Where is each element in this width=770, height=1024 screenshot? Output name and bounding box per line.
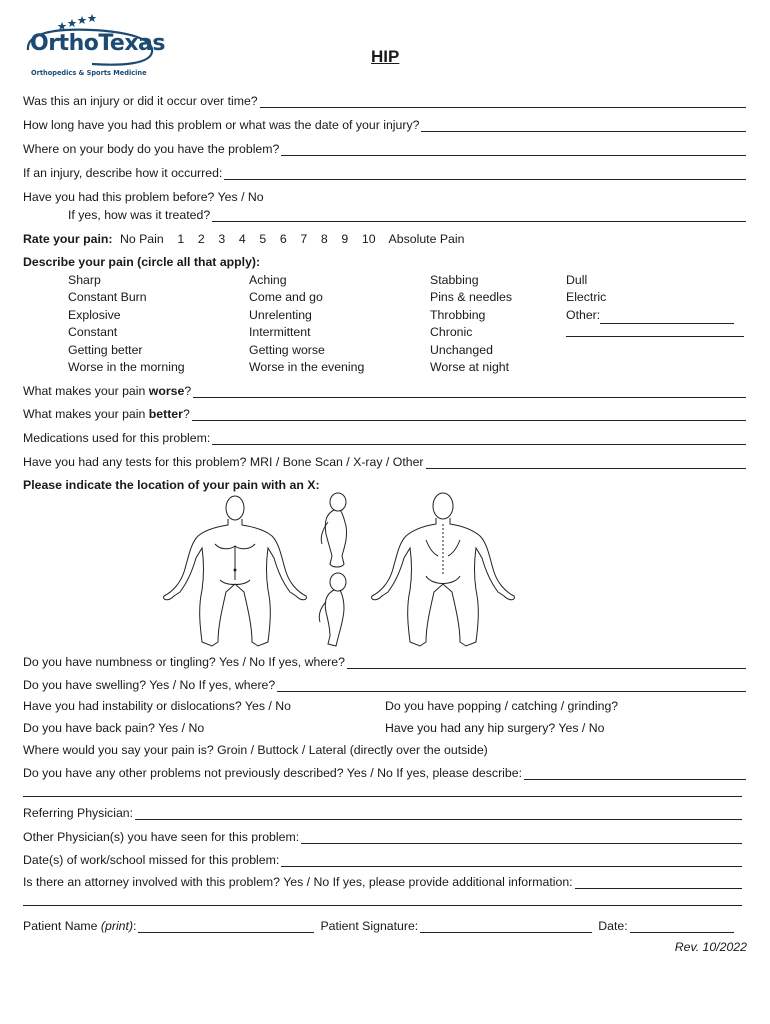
logo bbox=[22, 12, 165, 82]
pain-option[interactable]: Electric bbox=[566, 290, 607, 305]
answer-field[interactable] bbox=[193, 386, 746, 398]
logo-tagline: Orthopedics & Sports Medicine bbox=[31, 69, 147, 77]
question-better bbox=[23, 407, 746, 421]
question-label: What makes your pain better? bbox=[23, 407, 190, 421]
question-attorney bbox=[23, 875, 742, 889]
pain-option[interactable]: Come and go bbox=[249, 290, 323, 305]
answer-field[interactable] bbox=[426, 457, 746, 469]
question-back-pain[interactable]: Do you have back pain? Yes / No bbox=[23, 721, 205, 735]
question-other-physicians bbox=[23, 830, 742, 844]
answer-field[interactable] bbox=[224, 168, 746, 180]
question-prior-treatment bbox=[68, 208, 746, 222]
question-duration bbox=[23, 118, 746, 132]
question-label: Other Physician(s) you have seen for this problem: bbox=[23, 830, 300, 844]
pain-column-4 bbox=[566, 272, 744, 337]
answer-field[interactable] bbox=[347, 657, 746, 669]
question-numbness bbox=[23, 655, 746, 669]
question-swelling bbox=[23, 678, 746, 692]
answer-field[interactable] bbox=[281, 855, 742, 867]
pain-option[interactable]: Unrelenting bbox=[249, 307, 312, 322]
question-label[interactable]: Do you have any other problems not previously described? Yes / No If yes, please describe: bbox=[23, 766, 522, 780]
answer-field[interactable] bbox=[277, 680, 746, 692]
answer-field[interactable] bbox=[421, 120, 746, 132]
pain-option[interactable]: Constant bbox=[68, 325, 118, 340]
pain-option[interactable]: Getting worse bbox=[249, 342, 325, 357]
question-label: If an injury, describe how it occurred: bbox=[23, 166, 223, 180]
patient-signature-label: Patient Signature: bbox=[320, 919, 419, 933]
question-other-problems bbox=[23, 766, 746, 780]
pain-option[interactable]: Worse at night bbox=[430, 360, 510, 375]
pain-option[interactable]: Worse in the morning bbox=[68, 360, 185, 375]
question-label: Date(s) of work/school missed for this problem: bbox=[23, 853, 280, 867]
pain-column-2 bbox=[249, 272, 364, 376]
question-label: Referring Physician: bbox=[23, 806, 134, 820]
patient-name-field[interactable] bbox=[138, 921, 314, 933]
answer-field[interactable] bbox=[212, 433, 746, 445]
answer-field[interactable] bbox=[212, 210, 746, 222]
question-label: How long have you had this problem or what was the date of your injury? bbox=[23, 118, 420, 132]
signature-row bbox=[23, 919, 734, 933]
pain-option[interactable]: Explosive bbox=[68, 307, 121, 322]
pain-option[interactable]: Worse in the evening bbox=[249, 360, 365, 375]
question-label: If yes, how was it treated? bbox=[68, 208, 211, 222]
answer-field[interactable] bbox=[281, 144, 746, 156]
answer-field[interactable] bbox=[524, 768, 746, 780]
question-injury-type bbox=[23, 94, 746, 108]
pain-option[interactable]: Pins & needles bbox=[430, 290, 513, 305]
body-front-diagram[interactable] bbox=[160, 492, 310, 650]
body-back-diagram[interactable] bbox=[368, 490, 518, 650]
question-prior-problem[interactable]: Have you had this problem before? Yes / No bbox=[23, 190, 264, 204]
pain-option[interactable]: Getting better bbox=[68, 342, 143, 357]
question-label[interactable]: Do you have numbness or tingling? Yes / No If yes, where? bbox=[23, 655, 345, 669]
pain-column-1 bbox=[68, 272, 185, 376]
rate-pain-scale[interactable]: No Pain 1 2 3 4 5 6 7 8 9 10 Absolute Pain bbox=[119, 232, 465, 246]
question-label: Medications used for this problem: bbox=[23, 431, 211, 445]
question-tests bbox=[23, 455, 746, 469]
question-label: Have you had any tests for this problem? MRI / Bone Scan / X-ray / Other bbox=[23, 455, 424, 469]
pain-option[interactable]: Aching bbox=[249, 273, 287, 287]
question-instability[interactable]: Have you had instability or dislocations? Yes / No bbox=[23, 699, 291, 713]
question-label: Was this an injury or did it occur over time? bbox=[23, 94, 258, 108]
other-field-extra[interactable] bbox=[566, 324, 744, 337]
question-label: What makes your pain worse? bbox=[23, 384, 192, 398]
pain-option-other bbox=[566, 307, 744, 324]
body-side-diagram[interactable] bbox=[314, 490, 358, 650]
question-label[interactable]: Do you have swelling? Yes / No If yes, where? bbox=[23, 678, 276, 692]
pain-option[interactable]: Throbbing bbox=[430, 307, 486, 322]
page-title: HIP bbox=[371, 47, 400, 66]
pain-option[interactable]: Dull bbox=[566, 273, 588, 287]
attorney-extra-line[interactable] bbox=[23, 893, 742, 906]
other-problems-extra-line[interactable] bbox=[23, 784, 742, 797]
other-field[interactable] bbox=[600, 312, 734, 324]
question-pain-location[interactable]: Where would you say your pain is? Groin / Buttock / Lateral (directly over the outside) bbox=[23, 743, 488, 757]
answer-field[interactable] bbox=[301, 832, 742, 844]
pain-option[interactable]: Unchanged bbox=[430, 342, 493, 357]
pain-column-3 bbox=[430, 272, 512, 376]
rate-pain-row bbox=[23, 232, 464, 246]
date-field[interactable] bbox=[630, 921, 734, 933]
question-popping[interactable]: Do you have popping / catching / grinding? bbox=[385, 699, 619, 713]
question-hip-surgery[interactable]: Have you had any hip surgery? Yes / No bbox=[385, 721, 605, 735]
pain-option[interactable]: Chronic bbox=[430, 325, 473, 340]
answer-field[interactable] bbox=[260, 96, 746, 108]
pain-option[interactable]: Stabbing bbox=[430, 273, 479, 287]
question-label[interactable]: Is there an attorney involved with this problem? Yes / No If yes, please provide additional information: bbox=[23, 875, 573, 889]
locate-pain-label: Please indicate the location of your pain with an X: bbox=[23, 478, 320, 492]
question-worse bbox=[23, 384, 746, 398]
pain-option[interactable]: Sharp bbox=[68, 273, 101, 287]
pain-option[interactable]: Other: bbox=[566, 307, 601, 322]
revision-label: Rev. 10/2022 bbox=[674, 940, 747, 954]
question-referring bbox=[23, 806, 742, 820]
answer-field[interactable] bbox=[192, 409, 746, 421]
question-injury-description bbox=[23, 166, 746, 180]
date-label: Date: bbox=[598, 919, 628, 933]
question-body-location bbox=[23, 142, 746, 156]
answer-field[interactable] bbox=[575, 877, 742, 889]
pain-option[interactable]: Constant Burn bbox=[68, 290, 147, 305]
describe-pain-label: Describe your pain (circle all that apply): bbox=[23, 255, 261, 269]
question-missed bbox=[23, 853, 742, 867]
answer-field[interactable] bbox=[135, 808, 742, 820]
question-label: Where on your body do you have the problem? bbox=[23, 142, 280, 156]
logo-brand: OrthoTexas bbox=[30, 31, 165, 56]
rate-pain-label: Rate your pain: bbox=[23, 232, 113, 246]
question-medications bbox=[23, 431, 746, 445]
patient-name-label: Patient Name (print): bbox=[23, 919, 137, 933]
pain-option[interactable]: Intermittent bbox=[249, 325, 311, 340]
patient-signature-field[interactable] bbox=[420, 921, 592, 933]
